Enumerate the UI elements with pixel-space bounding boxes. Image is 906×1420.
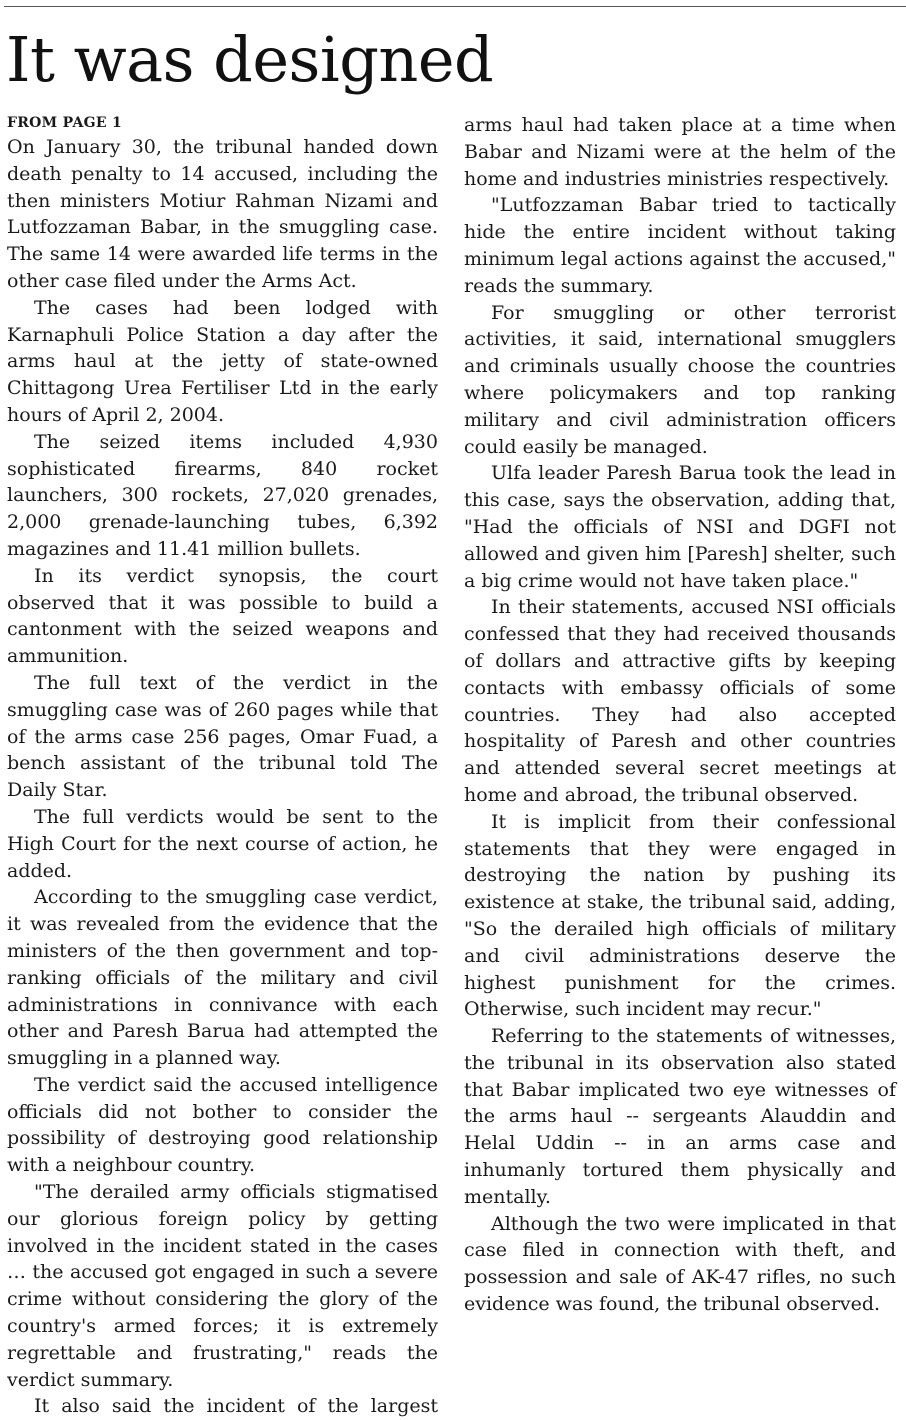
paragraph: The seized items included 4,930 sophisticated firearms, 840 rocket launchers, 300 rockets, 27,020 grenades, 2,000 grenade-launching tubes, 6,392 magazines and 11.41 million bullets. [7,430,438,560]
paragraph: The full verdicts would be sent to the High Court for the next course of action, he added. [7,805,438,882]
paragraph: "The derailed army officials stigmatised our glorious foreign policy by getting involved in the incident stated in the cases … the accused got engaged in such a severe crime without considering the glory of the country's armed forces; it is extremely regrettable and frustrating," reads the verdict summary. [7,1181,438,1391]
paragraph: Referring to the statements of witnesses, the tribunal in its observation also stated that Babar implicated two eye witnesses of the arms haul -- sergeants Alauddin and Helal Uddin -- in an arms case and inhumanly tortured them physically and mentally. [464,1025,896,1208]
headline: It was designed [6,23,494,96]
paragraph: On January 30, the tribunal handed down death penalty to 14 accused, including the then ministers Motiur Rahman Nizami and Lutfozzaman Babar, in the smuggling case. The same 14 were awarded life terms in the other case filed under the Arms Act. [7,136,438,292]
paragraph: For smuggling or other terrorist activities, it said, international smugglers and criminals usually choose the countries where policymakers and top ranking military and civil administration officers could easily be managed. [464,301,896,458]
paragraph: In its verdict synopsis, the court observed that it was possible to build a cantonment with the seized weapons and ammunition. [7,564,438,668]
paragraph: "Lutfozzaman Babar tried to tactically hide the entire incident without taking minimum legal actions against the accused," reads the summary. [464,194,896,297]
paragraph: The full text of the verdict in the smuggling case was of 260 pages while that of the arms case 256 pages, Omar Fuad, a bench assistant of the tribunal told The Daily Star. [7,671,438,802]
top-rule [4,6,906,7]
paragraph: arms haul had taken place at a time when Babar and Nizami were at the helm of the home and industries ministries respectively. [464,114,896,190]
article-column-left [7,112,438,1420]
paragraph-continued: It also said the incident of the largest [34,1395,438,1418]
paragraph: The verdict said the accused intelligence officials did not bother to consider the possibility of destroying good relationship with a neighbour country. [7,1073,438,1177]
paragraph: According to the smuggling case verdict, it was revealed from the evidence that the ministers of the then government and top-ranking officials of the military and civil administrations in connivance with each other and Paresh Barua had attempted the smuggling in a planned way. [7,886,438,1070]
paragraph: It is implicit from their confessional statements that they were engaged in destroying the nation by pushing its existence at stake, the tribunal said, adding, "So the derailed high officials of military and civil administrations deserve the highest punishment for the crimes. Otherwise, such incident may recur." [464,810,896,1021]
continuation-kicker: FROM PAGE 1 [7,115,123,131]
paragraph: Ulfa leader Paresh Barua took the lead in this case, says the observation, adding that, "Had the officials of NSI and DGFI not allowed and given him [Paresh] shelter, such a big crime would not have taken place." [464,462,896,592]
paragraph: In their statements, accused NSI officials confessed that they had received thousands of dollars and attractive gifts by keeping contacts with embassy officials of some countries. They had also accepted hospitality of Paresh and other countries and attended several secret meetings at home and abroad, the tribunal observed. [464,596,896,806]
article-column-right [464,112,896,1318]
paragraph: The cases had been lodged with Karnaphuli Police Station a day after the arms haul at the jetty of state-owned Chittagong Urea Fertiliser Ltd in the early hours of April 2, 2004. [7,296,438,426]
paragraph: Although the two were implicated in that case filed in connection with theft, and possession and sale of AK-47 rifles, no such evidence was found, the tribunal observed. [464,1212,896,1316]
